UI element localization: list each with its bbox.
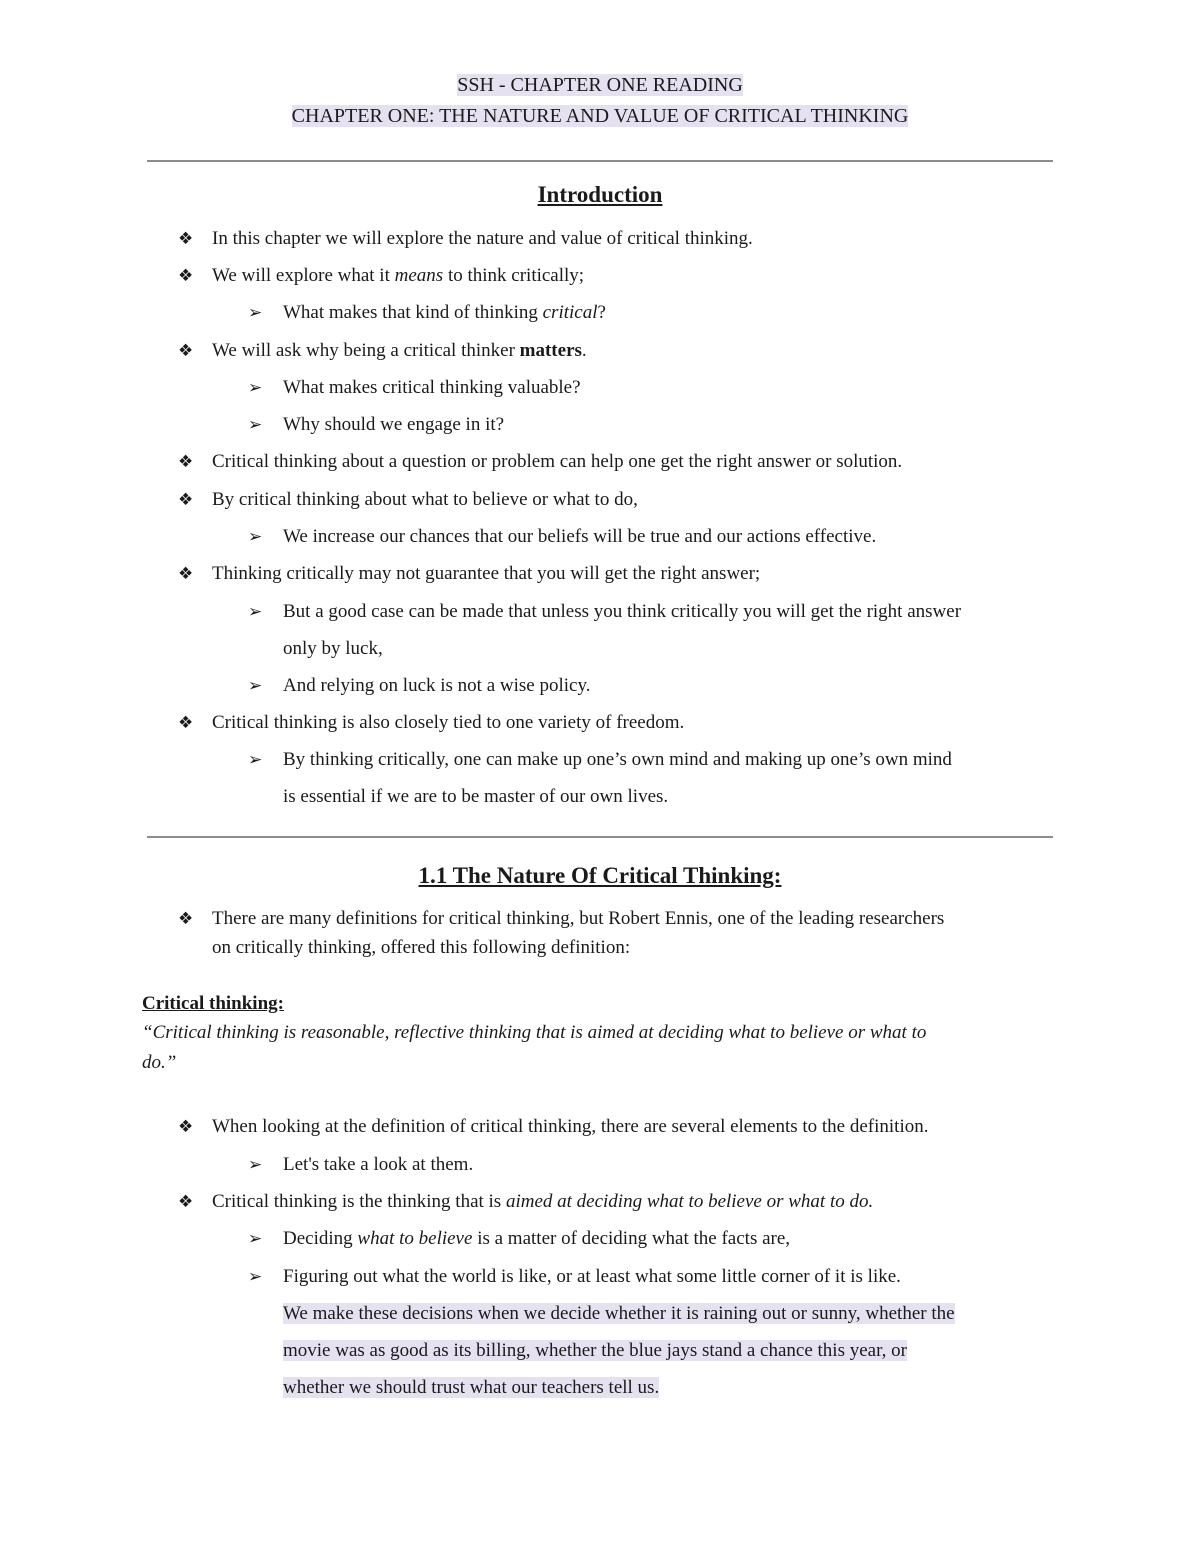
diamond-bullet-icon: ❖ <box>178 266 194 286</box>
intro-sub-bullet: We increase our chances that our beliefs will be true and our actions effective. <box>283 526 877 547</box>
header-line-1: SSH - CHAPTER ONE READING <box>457 74 743 96</box>
nature-sub-bullet: Deciding what to believe is a matter of deciding what the facts are, <box>283 1228 791 1249</box>
nature-bullet-3: Critical thinking is the thinking that is aimed at deciding what to believe or what to do. <box>212 1191 874 1212</box>
nature-bullet-2: When looking at the definition of critical thinking, there are several elements to the definition. <box>212 1116 929 1137</box>
highlighted-text: whether we should trust what our teachers tell us. <box>283 1377 660 1398</box>
intro-sub-bullet: By thinking critically, one can make up one’s own mind and making up one’s own mind <box>283 749 952 770</box>
highlighted-text: movie was as good as its billing, whether the blue jays stand a chance this year, or <box>283 1340 907 1361</box>
arrow-bullet-icon: ➢ <box>248 1267 263 1287</box>
divider <box>147 836 1053 838</box>
intro-sub-bullet: What makes critical thinking valuable? <box>283 377 581 398</box>
arrow-bullet-icon: ➢ <box>248 750 263 770</box>
highlighted-text: We make these decisions when we decide whether it is raining out or sunny, whether the <box>283 1303 955 1324</box>
intro-bullet-3: We will ask why being a critical thinker matters. <box>212 340 587 361</box>
diamond-bullet-icon: ❖ <box>178 341 194 361</box>
nature-heading: 1.1 The Nature Of Critical Thinking: <box>418 863 782 888</box>
diamond-bullet-icon: ❖ <box>178 490 194 510</box>
arrow-bullet-icon: ➢ <box>248 1229 263 1249</box>
intro-sub-bullet-cont: only by luck, <box>283 638 383 659</box>
diamond-bullet-icon: ❖ <box>178 229 194 249</box>
intro-bullet-4: Critical thinking about a question or problem can help one get the right answer or solution. <box>212 451 903 472</box>
intro-sub-bullet: Why should we engage in it? <box>283 414 505 435</box>
intro-bullet-6: Thinking critically may not guarantee that you will get the right answer; <box>212 563 761 584</box>
definition-quote: “Critical thinking is reasonable, reflective thinking that is aimed at deciding what to believe or what to <box>142 1022 927 1043</box>
diamond-bullet-icon: ❖ <box>178 1117 194 1137</box>
nature-sub-bullet: Figuring out what the world is like, or at least what some little corner of it is like. <box>283 1266 901 1287</box>
arrow-bullet-icon: ➢ <box>248 378 263 398</box>
intro-bullet-1: In this chapter we will explore the nature and value of critical thinking. <box>212 228 753 249</box>
header-line-2: CHAPTER ONE: THE NATURE AND VALUE OF CRITICAL THINKING <box>291 105 909 127</box>
arrow-bullet-icon: ➢ <box>248 527 263 547</box>
arrow-bullet-icon: ➢ <box>248 602 263 622</box>
diamond-bullet-icon: ❖ <box>178 713 194 733</box>
intro-bullet-5: By critical thinking about what to believe or what to do, <box>212 489 638 510</box>
intro-sub-bullet-cont: is essential if we are to be master of our own lives. <box>283 786 669 807</box>
nature-sub-bullet: Let's take a look at them. <box>283 1154 474 1175</box>
nature-bullet-1: There are many definitions for critical thinking, but Robert Ennis, one of the leading researchers <box>212 908 945 929</box>
intro-bullet-7: Critical thinking is also closely tied to one variety of freedom. <box>212 712 685 733</box>
arrow-bullet-icon: ➢ <box>248 303 263 323</box>
arrow-bullet-icon: ➢ <box>248 1155 263 1175</box>
arrow-bullet-icon: ➢ <box>248 415 263 435</box>
diamond-bullet-icon: ❖ <box>178 909 194 929</box>
nature-bullet-1-cont: on critically thinking, offered this following definition: <box>212 937 631 958</box>
intro-sub-bullet: What makes that kind of thinking critical? <box>283 302 606 323</box>
intro-heading: Introduction <box>537 182 663 207</box>
diamond-bullet-icon: ❖ <box>178 564 194 584</box>
definition-label: Critical thinking: <box>142 993 284 1014</box>
arrow-bullet-icon: ➢ <box>248 676 263 696</box>
diamond-bullet-icon: ❖ <box>178 452 194 472</box>
diamond-bullet-icon: ❖ <box>178 1192 194 1212</box>
divider <box>147 160 1053 162</box>
definition-quote-cont: do.” <box>142 1052 177 1073</box>
intro-bullet-2: We will explore what it means to think critically; <box>212 265 585 286</box>
intro-sub-bullet: But a good case can be made that unless you think critically you will get the right answer <box>283 601 962 622</box>
intro-sub-bullet: And relying on luck is not a wise policy. <box>283 675 591 696</box>
